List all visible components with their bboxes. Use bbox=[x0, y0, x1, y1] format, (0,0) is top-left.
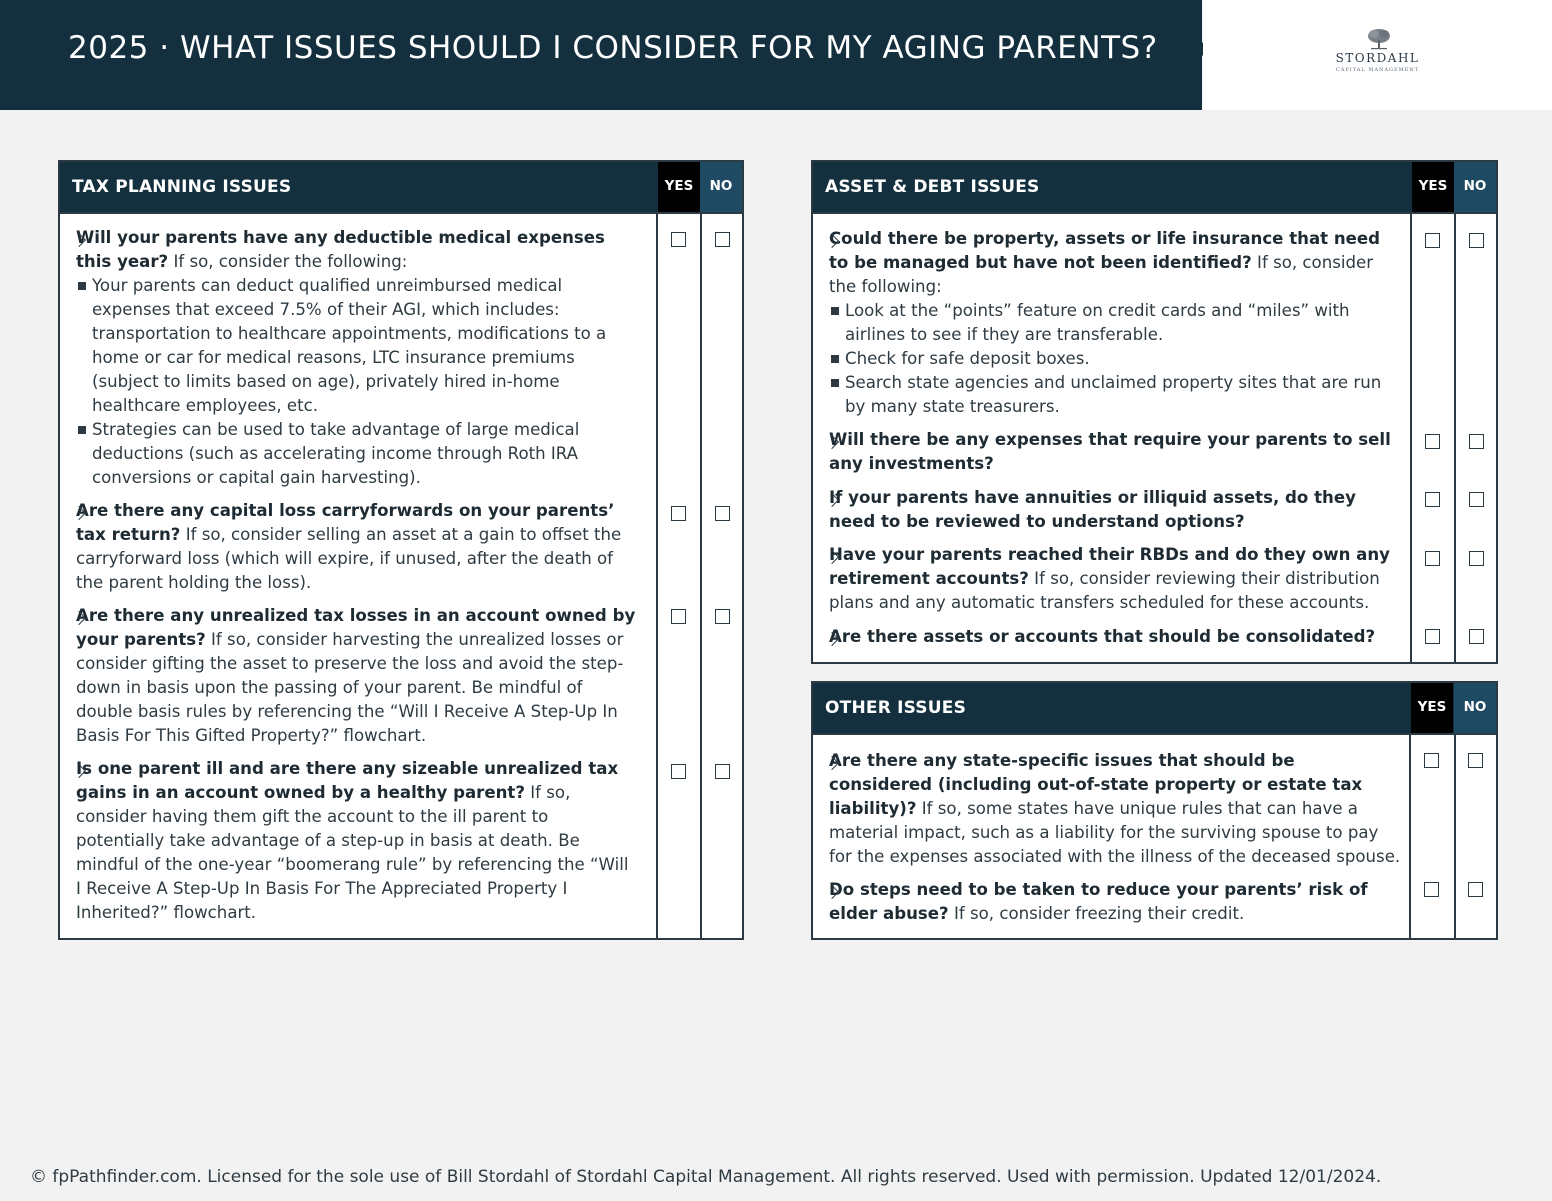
divider bbox=[1409, 733, 1411, 938]
question-detail: If so, consider the following: bbox=[829, 253, 1374, 296]
question-text: Are there any capital loss carryforwards on your parents’ tax return? bbox=[76, 501, 615, 544]
question-item bbox=[76, 226, 636, 490]
bullet-item: Search state agencies and unclaimed property sites that are run by many state treasurers. bbox=[829, 371, 1395, 419]
no-checkbox[interactable] bbox=[715, 506, 730, 521]
question-text: Will your parents have any deductible medical expenses this year? bbox=[76, 228, 605, 271]
question-text: Have your parents reached their RBDs and do they own any retirement accounts? bbox=[829, 545, 1390, 588]
bullet-item: Look at the “points” feature on credit cards and “miles” with airlines to see if they are transferable. bbox=[829, 299, 1395, 347]
divider bbox=[656, 212, 658, 938]
tax-planning-panel bbox=[58, 160, 744, 940]
yes-checkbox[interactable] bbox=[1425, 629, 1440, 644]
question-item bbox=[829, 625, 1395, 649]
question-item bbox=[829, 749, 1401, 869]
yes-checkbox[interactable] bbox=[1425, 492, 1440, 507]
page-title: 2025 · WHAT ISSUES SHOULD I CONSIDER FOR MY AGING PARENTS? bbox=[68, 30, 1158, 66]
question-detail: If so, consider having them gift the account to the ill parent to potentially take advantage of a step-up in basis at death. Be mindful of the one-year “boomerang rule” by referencing the “Will I Receive A Step-Up In Basis For The Appreciated Property I Inherited?” flowchart. bbox=[76, 783, 629, 922]
question-text: Are there any unrealized tax losses in an account owned by your parents? bbox=[76, 606, 636, 649]
yes-checkbox[interactable] bbox=[1425, 434, 1440, 449]
divider bbox=[1454, 733, 1456, 938]
other-issues-panel bbox=[811, 681, 1498, 940]
divider bbox=[813, 733, 1496, 735]
footer-copyright: © fpPathfinder.com. Licensed for the sole use of Bill Stordahl of Stordahl Capital Management. All rights reserved. Used with permission. Updated 12/01/2024. bbox=[30, 1167, 1382, 1187]
question-item bbox=[829, 486, 1395, 534]
yes-checkbox[interactable] bbox=[1425, 551, 1440, 566]
no-checkbox[interactable] bbox=[1469, 492, 1484, 507]
no-checkbox[interactable] bbox=[1468, 882, 1483, 897]
question-detail: If so, consider the following: bbox=[168, 252, 408, 271]
yes-column-header: YES bbox=[1411, 683, 1453, 733]
yes-checkbox[interactable] bbox=[1424, 882, 1439, 897]
no-column-header: NO bbox=[1454, 683, 1496, 733]
bullet-list bbox=[76, 274, 636, 490]
panel-title: ASSET & DEBT ISSUES bbox=[825, 177, 1040, 197]
question-detail: If so, consider reviewing their distribution plans and any automatic transfers scheduled for these accounts. bbox=[829, 569, 1380, 612]
question-detail: If so, consider harvesting the unrealized losses or consider gifting the asset to preserve the loss and avoid the step-down in basis upon the passing of your parent. Be mindful of double basis rules by referencing the “Will I Receive A Step-Up In Basis For This Gifted Property?” flowchart. bbox=[76, 630, 624, 745]
no-checkbox[interactable] bbox=[1469, 629, 1484, 644]
logo-name: STORDAHL bbox=[1335, 51, 1420, 65]
divider bbox=[813, 212, 1496, 214]
question-item bbox=[76, 604, 636, 748]
yes-checkbox[interactable] bbox=[1425, 233, 1440, 248]
yes-column-header: YES bbox=[1412, 162, 1454, 212]
logo bbox=[1203, 0, 1552, 110]
no-checkbox[interactable] bbox=[715, 609, 730, 624]
question-item bbox=[76, 499, 636, 595]
bullet-item: Your parents can deduct qualified unreimbursed medical expenses that exceed 7.5% of their AGI, which includes: transportation to healthcare appointments, modifications to a home or car for medical reasons, LTC insurance premiums (subject to limits based on age), privately hired in-home healthcare employees, etc. bbox=[76, 274, 636, 418]
no-checkbox[interactable] bbox=[1469, 434, 1484, 449]
question-text: Do steps need to be taken to reduce your parents’ risk of elder abuse? bbox=[829, 880, 1368, 923]
question-item bbox=[829, 428, 1395, 476]
question-item bbox=[829, 227, 1395, 419]
yes-checkbox[interactable] bbox=[671, 764, 686, 779]
question-item bbox=[829, 543, 1395, 615]
no-checkbox[interactable] bbox=[715, 764, 730, 779]
no-column-header: NO bbox=[700, 162, 742, 212]
panel-title: OTHER ISSUES bbox=[825, 698, 967, 718]
question-item bbox=[76, 757, 636, 925]
bullet-item: Strategies can be used to take advantage of large medical deductions (such as accelerating income through Roth IRA conversions or capital gain harvesting). bbox=[76, 418, 636, 490]
panel-title: TAX PLANNING ISSUES bbox=[72, 177, 292, 197]
question-text: Could there be property, assets or life insurance that need to be managed but have not been identified? bbox=[829, 229, 1381, 272]
question-text: Will there be any expenses that require your parents to sell any investments? bbox=[829, 430, 1391, 473]
question-text: If your parents have annuities or illiquid assets, do they need to be reviewed to understand options? bbox=[829, 488, 1356, 531]
question-text: Are there assets or accounts that should be consolidated? bbox=[829, 627, 1376, 646]
yes-checkbox[interactable] bbox=[671, 506, 686, 521]
tree-logo-icon bbox=[1366, 28, 1392, 50]
divider bbox=[1410, 212, 1412, 662]
no-column-header: NO bbox=[1454, 162, 1496, 212]
bullet-item: Check for safe deposit boxes. bbox=[829, 347, 1395, 371]
question-detail: If so, consider selling an asset at a gain to offset the carryforward loss (which will expire, if unused, after the death of the parent holding the loss). bbox=[76, 525, 622, 592]
no-checkbox[interactable] bbox=[1469, 551, 1484, 566]
header-bar bbox=[0, 0, 1202, 110]
divider bbox=[1454, 212, 1456, 662]
divider bbox=[60, 212, 742, 214]
question-detail: If so, some states have unique rules that can have a material impact, such as a liability for the surviving spouse to pay for the expenses associated with the illness of the deceased spouse. bbox=[829, 799, 1401, 866]
question-item bbox=[829, 878, 1401, 926]
question-text: Is one parent ill and are there any sizeable unrealized tax gains in an account owned by a healthy parent? bbox=[76, 759, 619, 802]
no-checkbox[interactable] bbox=[1469, 233, 1484, 248]
bullet-list bbox=[829, 299, 1395, 419]
yes-column-header: YES bbox=[658, 162, 700, 212]
logo-subtitle: CAPITAL MANAGEMENT bbox=[1335, 67, 1420, 73]
no-checkbox[interactable] bbox=[1468, 753, 1483, 768]
yes-checkbox[interactable] bbox=[671, 609, 686, 624]
yes-checkbox[interactable] bbox=[671, 232, 686, 247]
divider bbox=[700, 212, 702, 938]
question-text: Are there any state-specific issues that should be considered (including out-of-state property or estate tax liability)? bbox=[829, 751, 1363, 818]
asset-debt-panel bbox=[811, 160, 1498, 664]
yes-checkbox[interactable] bbox=[1424, 753, 1439, 768]
no-checkbox[interactable] bbox=[715, 232, 730, 247]
question-detail: If so, consider freezing their credit. bbox=[948, 904, 1245, 923]
